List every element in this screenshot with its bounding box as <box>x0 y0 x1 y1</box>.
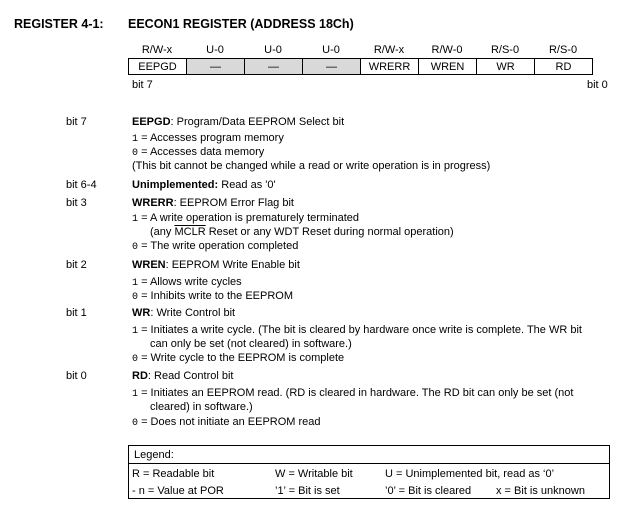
bit0-value1 <box>132 387 573 400</box>
bit64-label: bit 6-4 <box>66 179 97 191</box>
bit2-value0 <box>132 290 293 303</box>
bit3-value0 <box>132 240 298 253</box>
bit1-heading-name: WR <box>132 307 151 319</box>
bit5-name: — <box>245 59 303 75</box>
bit7-value1 <box>132 132 284 145</box>
bit-end-label: bit 0 <box>587 79 608 91</box>
bit0-heading <box>132 370 234 382</box>
bit7-heading-name: EEPGD <box>132 116 171 128</box>
bit2-name: WREN <box>419 59 477 75</box>
bit3-heading-title: : EEPROM Error Flag bit <box>173 197 294 209</box>
bit0-value1-digit: 1 <box>132 389 139 400</box>
bit2-value1-digit: 1 <box>132 278 139 289</box>
bit7-heading-title: : Program/Data EEPROM Select bit <box>170 116 345 128</box>
legend-por: - n = Value at POR <box>132 485 224 497</box>
bit7-value0-text: = Accesses data memory <box>138 146 265 158</box>
bit3-value1-text: = A write operation is prematurely terminated <box>138 212 360 224</box>
bit0-value0 <box>132 416 321 429</box>
bit2-heading <box>132 259 300 271</box>
legend-divider <box>128 463 610 464</box>
bit1-heading-title: : Write Control bit <box>150 307 236 319</box>
legend-title: Legend: <box>134 449 174 461</box>
bit0-value0-text: = Does not initiate an EEPROM read <box>138 416 321 428</box>
bit6-name: — <box>187 59 245 75</box>
bit3-cont-post: Reset or any WDT Reset during normal operation) <box>205 226 454 238</box>
bit7-value1-text: = Accesses program memory <box>138 132 284 144</box>
mclr-text: MCLR <box>174 226 206 238</box>
bit4-name: — <box>303 59 361 75</box>
bit-layout-table <box>128 58 593 75</box>
bit3-value1-digit: 1 <box>132 214 139 225</box>
bit1-value1-text: = Initiates a write cycle. (The bit is cleared by hardware once write is complete. The WR bit <box>138 324 582 336</box>
bit7-access: R/W-x <box>141 44 173 56</box>
bit4-access: U-0 <box>322 44 340 56</box>
legend-writable: W = Writable bit <box>275 468 353 480</box>
bit64-heading-rest: Read as '0' <box>218 179 276 191</box>
bit1-label: bit 1 <box>66 307 87 319</box>
bit7-note: (This bit cannot be changed while a read or write operation is in progress) <box>132 160 491 172</box>
bit7-heading <box>132 116 344 128</box>
register-title: EECON1 REGISTER (ADDRESS 18Ch) <box>128 17 354 31</box>
bit1-access: R/S-0 <box>490 44 520 56</box>
bit3-heading <box>132 197 294 209</box>
bit7-name: EEPGD <box>129 59 187 75</box>
bit2-value0-digit: 0 <box>132 292 139 303</box>
bit1-value0 <box>132 352 344 365</box>
legend-readable: R = Readable bit <box>132 468 215 480</box>
bit1-value1 <box>132 324 582 337</box>
bit0-value1-text: = Initiates an EEPROM read. (RD is cleared in hardware. The RD bit can only be set (not <box>138 387 574 399</box>
bit1-value1-cont: can only be set (not cleared) in software.) <box>150 338 352 350</box>
legend-unimplemented: U = Unimplemented bit, read as ‘0’ <box>385 468 555 480</box>
bit0-value1-cont: cleared) in software.) <box>150 401 253 413</box>
bit64-heading-title: Unimplemented: <box>132 179 219 191</box>
legend-unknown: x = Bit is unknown <box>496 485 585 497</box>
bit2-value0-text: = Inhibits write to the EEPROM <box>138 290 293 302</box>
bit6-access: U-0 <box>206 44 224 56</box>
bit7-value0 <box>132 146 264 159</box>
bit5-access: U-0 <box>264 44 282 56</box>
bit0-heading-name: RD <box>132 370 148 382</box>
bit0-label: bit 0 <box>66 370 87 382</box>
bit7-value1-digit: 1 <box>132 134 139 145</box>
bit2-access: R/W-0 <box>431 44 463 56</box>
legend-set: ’1’ = Bit is set <box>275 485 340 497</box>
bit3-value1-cont <box>150 226 454 238</box>
bit2-value1 <box>132 276 242 289</box>
bit2-heading-title: : EEPROM Write Enable bit <box>165 259 300 271</box>
bit1-value0-digit: 0 <box>132 354 139 365</box>
bit64-heading <box>132 179 276 191</box>
bit2-heading-name: WREN <box>132 259 166 271</box>
bit0-access: R/S-0 <box>548 44 578 56</box>
bit1-value0-text: = Write cycle to the EEPROM is complete <box>138 352 345 364</box>
bit3-value1 <box>132 212 359 225</box>
legend-cleared: ’0’ = Bit is cleared <box>385 485 472 497</box>
bit-start-label: bit 7 <box>132 79 153 91</box>
bit2-label: bit 2 <box>66 259 87 271</box>
bit0-heading-title: : Read Control bit <box>147 370 234 382</box>
bit0-name: RD <box>535 59 593 75</box>
bit-name-row <box>129 59 593 75</box>
bit7-label: bit 7 <box>66 116 87 128</box>
bit3-value0-text: = The write operation completed <box>138 240 299 252</box>
bit1-value1-digit: 1 <box>132 326 139 337</box>
bit3-value0-digit: 0 <box>132 242 139 253</box>
bit0-value0-digit: 0 <box>132 418 139 429</box>
bit3-name: WRERR <box>361 59 419 75</box>
register-number: REGISTER 4-1: <box>14 17 104 31</box>
bit3-heading-name: WRERR <box>132 197 174 209</box>
bit7-value0-digit: 0 <box>132 148 139 159</box>
bit3-access: R/W-x <box>373 44 405 56</box>
bit1-name: WR <box>477 59 535 75</box>
bit2-value1-text: = Allows write cycles <box>138 276 242 288</box>
bit3-cont-pre: (any <box>150 226 175 238</box>
bit3-label: bit 3 <box>66 197 87 209</box>
bit1-heading <box>132 307 235 319</box>
